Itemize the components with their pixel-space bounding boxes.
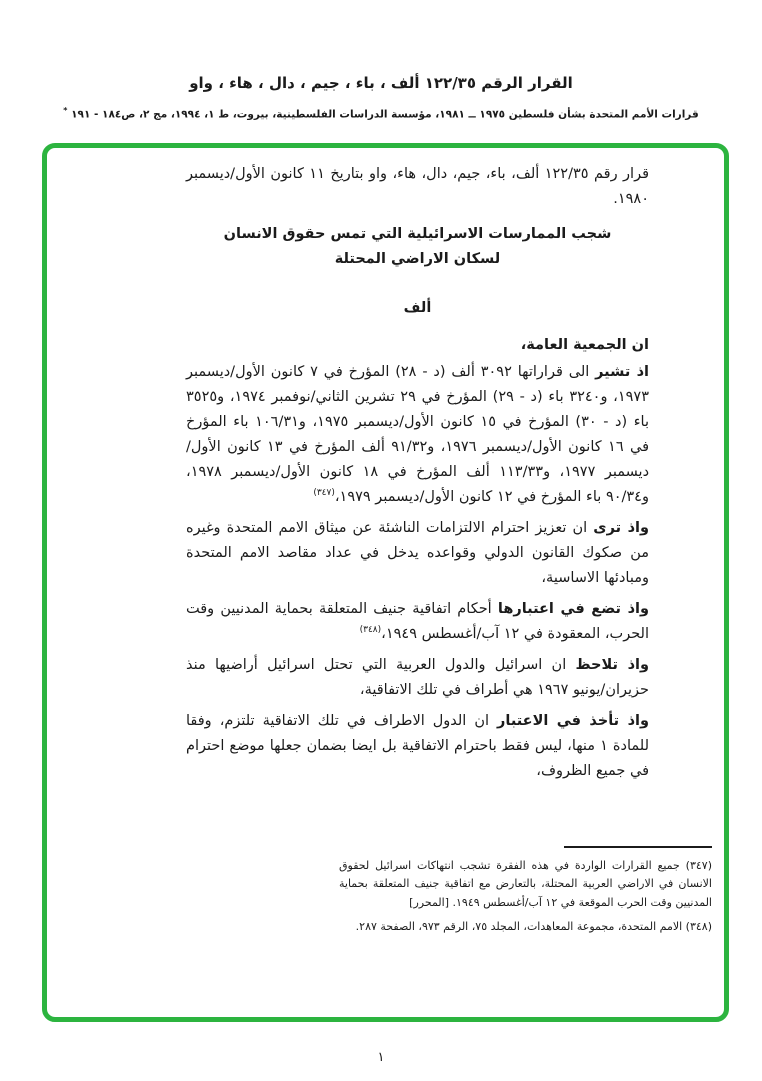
footnote-marker: (٣٤٧) bbox=[685, 858, 712, 872]
preambular-paragraph-1 bbox=[186, 360, 649, 510]
footnote-text: الامم المتحدة، مجموعة المعاهدات، المجلد ٧٥، الرقم ٩٧٣، الصفحة ٢٨٧. bbox=[355, 920, 683, 933]
page-number: ١ bbox=[377, 1050, 385, 1065]
source-citation bbox=[0, 106, 762, 121]
resolution-subject bbox=[186, 222, 649, 272]
footnote-ref-347: (٣٤٧) bbox=[313, 488, 335, 499]
footnotes-section bbox=[339, 846, 712, 943]
source-footnote-mark: * bbox=[63, 106, 68, 115]
resolution-heading: قرار رقم ١٢٢/٣٥ ألف، باء، جيم، دال، هاء، واو بتاريخ ١١ كانون الأول/ديسمبر ١٩٨٠. bbox=[186, 166, 650, 207]
paragraph-text: ان اسرائيل والدول العربية التي تحتل اسرائيل أراضيها منذ حزيران/يونيو ١٩٦٧ هي أطراف في تلك الاتفاقية، bbox=[186, 657, 649, 698]
paragraph-text: ان الدول الاطراف في تلك الاتفاقية تلتزم، وفقا للمادة ١ منها، ليس فقط باحترام الاتفاقية بل ايضا بضمان جعلها موضع احترام في جميع الظروف، bbox=[186, 713, 650, 779]
source-citation-text: قرارات الأمم المتحدة بشأن فلسطين ١٩٧٥ ــ ١٩٨١، مؤسسة الدراسات الفلسطينية، بيروت، ط ١، ١٩٩٤، مج ٢، ص١٨٤ - ١٩١ bbox=[71, 108, 699, 121]
subject-line-2: لسكان الاراضي المحتلة bbox=[334, 251, 501, 267]
preambular-paragraph-4 bbox=[186, 653, 649, 703]
preambular-paragraph-5 bbox=[186, 709, 649, 784]
footnote-348 bbox=[339, 918, 712, 937]
preambular-paragraph-3 bbox=[186, 597, 649, 647]
highlight-annotation-box bbox=[42, 143, 729, 1022]
paragraph-text: أحكام اتفاقية جنيف المتعلقة بحماية المدنيين وقت الحرب، المعقودة في ١٢ آب/أغسطس ١٩٤٩، bbox=[186, 601, 649, 642]
section-letter: ألف bbox=[403, 300, 432, 316]
paragraph-lead: واذ ترى bbox=[593, 520, 649, 536]
paragraph-lead: واذ تلاحظ bbox=[575, 657, 649, 673]
paragraph-lead: واذ تضع في اعتبارها bbox=[497, 601, 649, 617]
page-title: القرار الرقم ١٢٢/٣٥ ألف ، باء ، جيم ، دال ، هاء ، واو bbox=[189, 74, 573, 92]
preambular-paragraph-2 bbox=[186, 516, 649, 591]
preamble-intro: ان الجمعية العامة، bbox=[520, 337, 649, 353]
footnote-ref-348: (٣٤٨) bbox=[359, 625, 382, 636]
paragraph-lead: واذ تأخذ في الاعتبار bbox=[497, 713, 649, 729]
subject-line-1: شجب الممارسات الاسرائيلية التي تمس حقوق الانسان bbox=[223, 226, 612, 242]
footnote-marker: (٣٤٨) bbox=[685, 920, 712, 933]
footnote-text: جميع القرارات الواردة في هذه الفقرة تشجب انتهاكات اسرائيل لحقوق الانسان في الاراضي العربية المحتلة، بالتعارض مع اتفاقية جنيف المتعلقة بحماية المدنيين وقت الحرب الموقعة في ١٢ آب/أغسطس ١٩٤٩. [المحرر] bbox=[339, 858, 712, 909]
paragraph-lead: اذ تشير bbox=[595, 364, 649, 380]
paragraph-text: الى قراراتها ٣٠٩٢ ألف (د - ٢٨) المؤرخ في ٧ كانون الأول/ديسمبر ١٩٧٣، و٣٢٤٠ باء (د - ٢٩) المؤرخ في ٢٩ تشرين الثاني/نوفمبر ١٩٧٤، و٣٥٢٥ باء (د - ٣٠) المؤرخ في ١٥ كانون الأول/ديسمبر ١٩٧٥، و١٠٦/٣١ باء المؤرخ في ١٦ كانون الأول/ديسمبر ١٩٧٦، و٩١/٣٢ ألف المؤرخ في ١٣ كانون الأول/ديسمبر ١٩٧٧، و١١٣/٣٣ ألف المؤرخ في ١٨ كانون الأول/ديسمبر ١٩٧٨، و٩٠/٣٤ باء المؤرخ في ١٢ كانون الأول/ديسمبر ١٩٧٩، bbox=[186, 364, 650, 505]
paragraph-text: ان تعزيز احترام الالتزامات الناشئة عن ميثاق الامم المتحدة وغيره من صكوك القانون الدولي وقواعده يدخل في عداد مقاصد الامم المتحدة ومبادئها الاساسية، bbox=[186, 520, 649, 586]
footnote-separator-rule bbox=[564, 846, 712, 848]
footnote-347 bbox=[339, 857, 712, 913]
resolution-text-column bbox=[186, 162, 649, 784]
highlighted-content bbox=[47, 162, 724, 1031]
